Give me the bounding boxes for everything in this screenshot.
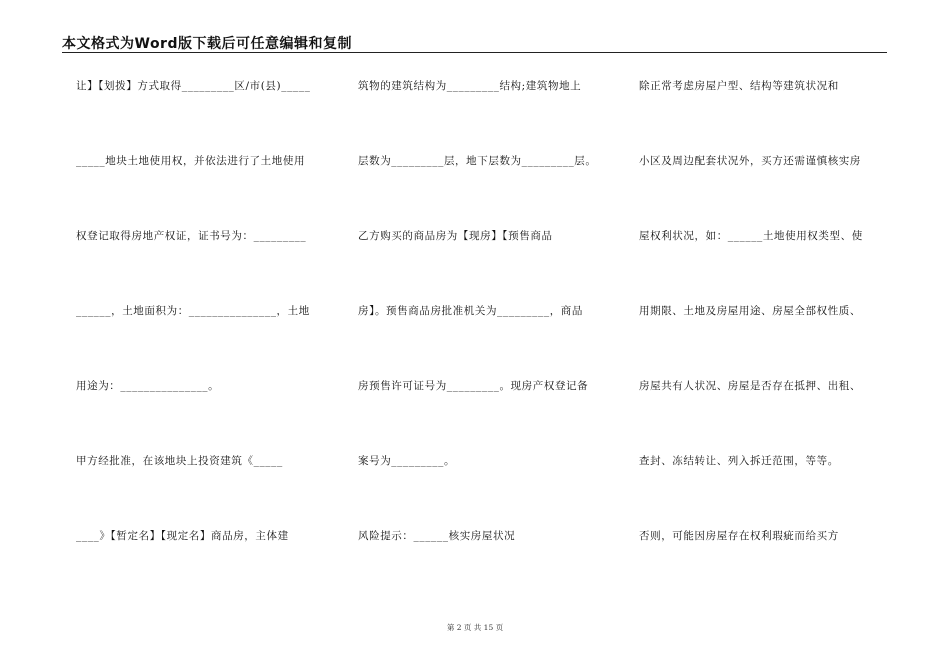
text-line: 甲方经批准，在该地块上投资建筑《_____ [76, 455, 283, 467]
text-line: 小区及周边配套状况外，买方还需谨慎核实房 [639, 155, 861, 167]
text-line: 除正常考虑房屋户型、结构等建筑状况和 [639, 80, 839, 92]
text-line: 房预售许可证号为_________。现房产权登记备 [358, 380, 589, 392]
text-line: 房】。预售商品房批准机关为_________，商品 [358, 305, 583, 317]
text-line: 否则，可能因房屋存在权利瑕疵而给买方 [639, 530, 839, 542]
text-line: _____地块土地使用权，并依法进行了土地使用 [76, 155, 306, 167]
text-line: 用期限、土地及房屋用途、房屋全部权性质、 [639, 305, 861, 317]
text-line: 屋权利状况，如：______土地使用权类型、使 [639, 230, 863, 242]
text-line: 筑物的建筑结构为_________结构;建筑物地上 [358, 80, 582, 92]
text-line: 案号为_________。 [358, 455, 456, 467]
text-line: 权登记取得房地产权证，证书号为：_________ [76, 230, 307, 242]
text-line: ______，土地面积为：_______________，土地 [76, 305, 310, 317]
document-header-title: 本文格式为Word版下载后可任意编辑和复制 [62, 36, 352, 52]
header-divider [62, 52, 887, 53]
text-line: 乙方购买的商品房为【现房】【预售商品 [358, 230, 553, 242]
text-line: 查封、冻结转让、列入拆迁范围，等等。 [639, 455, 839, 467]
text-line: 让】【划拨】方式取得_________区/市(县)_____ [76, 80, 311, 92]
text-line: 房屋共有人状况、房屋是否存在抵押、出租、 [639, 380, 861, 392]
text-line: 层数为_________层，地下层数为_________层。 [358, 155, 597, 167]
page-number: 第 2 页 共 15 页 [446, 623, 504, 632]
text-line: 用途为：_______________。 [76, 380, 220, 392]
text-line: ____》【暂定名】【现定名】商品房，主体建 [76, 530, 289, 542]
text-line: 风险提示：______核实房屋状况 [358, 530, 516, 542]
